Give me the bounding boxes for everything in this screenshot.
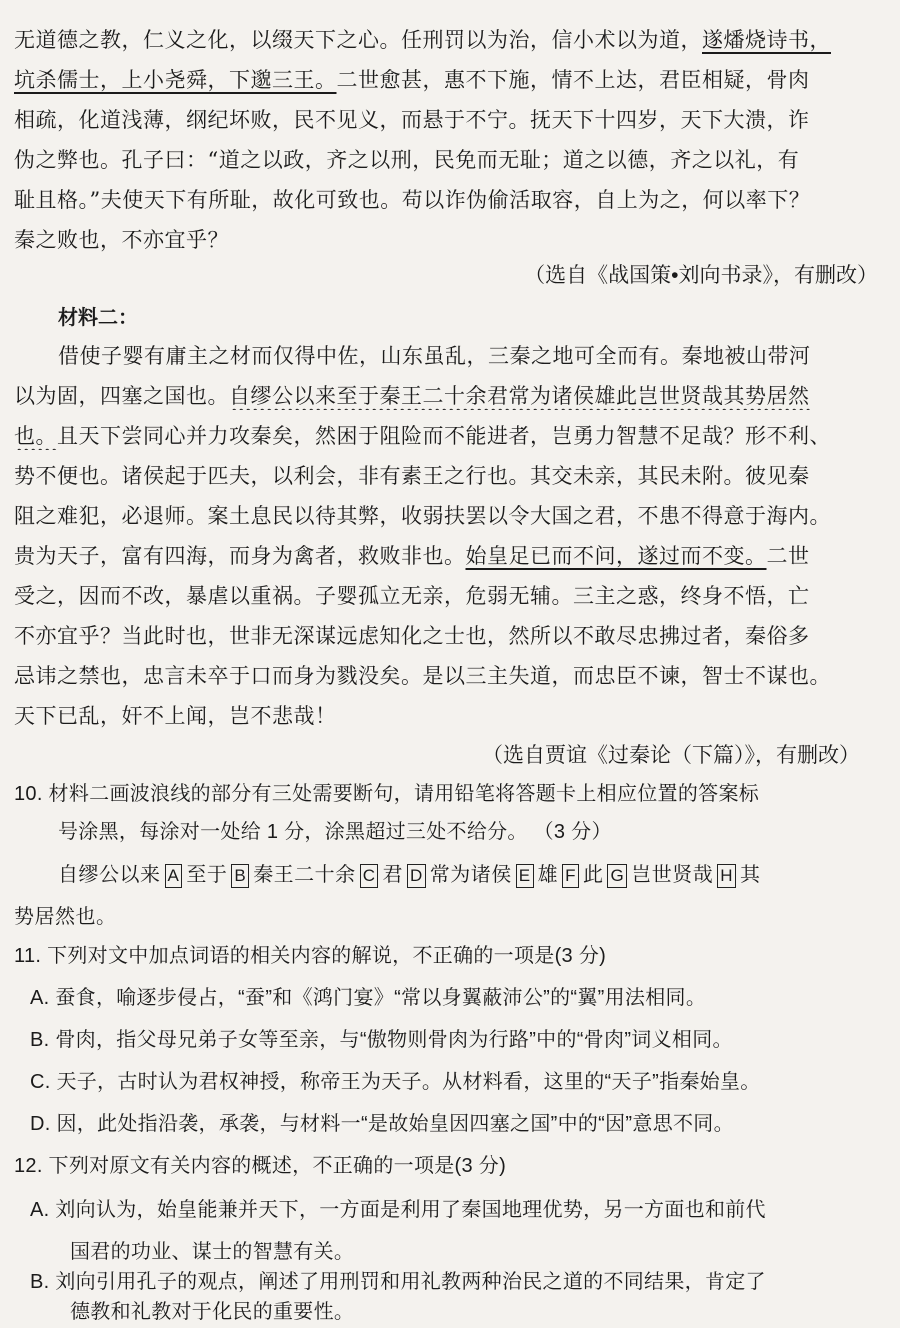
q10-segment: 此 (582, 862, 604, 886)
q10-segment: 岂世贤哉 (631, 862, 714, 886)
material2-line-3: 也。且天下尝同心并力攻秦矣，然困于阻险而不能进者，岂勇力智慧不足哉？形不利、 (14, 424, 831, 448)
q10-option-box-a[interactable]: A (165, 864, 183, 888)
q10-segment: 其 (740, 862, 761, 886)
material1-line-2: 坑杀儒士，上小尧舜，下邈三王。二世愈甚，惠不下施，情不上达，君臣相疑，骨肉 (14, 68, 810, 92)
material2-line-4: 势不便也。诸侯起于匹夫，以利会，非有素王之行也。其交未亲，其民未附。彼见秦 (14, 464, 810, 488)
q11-stem: 11. 下列对文中加点词语的相关内容的解说，不正确的一项是(3 分) (14, 945, 607, 967)
material2-line-7: 受之，因而不改，暴虐以重祸。子婴孤立无亲，危弱无辅。三主之惑，终身不悟，亡 (14, 584, 810, 608)
material2-heading: 材料二： (58, 307, 138, 329)
q10-option-box-d[interactable]: D (407, 864, 426, 888)
q10-option-box-c[interactable]: C (360, 864, 379, 888)
q10-segment: 秦王二十余 (253, 862, 356, 886)
q10-option-box-g[interactable]: G (607, 864, 627, 888)
material1-source: （选自《战国策•刘向书录》，有删改） (524, 264, 878, 287)
q12-option-a-line-1[interactable]: A. 刘向认为，始皇能兼并天下，一方面是利用了秦国地理优势，另一方面也和前代 (30, 1199, 766, 1221)
q12-stem: 12. 下列对原文有关内容的概述，不正确的一项是(3 分) (14, 1155, 507, 1177)
material1-line-1: 无道德之教，仁义之化，以缀天下之心。任刑罚以为治，信小术以为道，遂燔烧诗书， (14, 28, 831, 52)
q10-stem-line-1: 10. 材料二画波浪线的部分有三处需要断句，请用铅笔将答题卡上相应位置的答案标 (14, 783, 760, 805)
q11-option-d[interactable]: D. 因，此处指沿袭，承袭，与材料一“是故始皇因四塞之国”中的“因”意思不同。 (30, 1113, 734, 1135)
q10-segment: 至于 (186, 862, 228, 886)
q11-option-b[interactable]: B. 骨肉，指父母兄弟子女等至亲，与“傲物则骨肉为行路”中的“骨肉”词义相同。 (30, 1029, 733, 1051)
material2-line-6: 贵为天子，富有四海，而身为禽者，救败非也。始皇足已而不问，遂过而不变。二世 (14, 544, 810, 568)
q10-option-box-b[interactable]: B (231, 864, 249, 888)
q10-option-box-h[interactable]: H (717, 864, 736, 888)
material1-line-4: 伪之弊也。孔子曰：“道之以政，齐之以刑，民免而无耻；道之以德，齐之以礼，有 (14, 148, 800, 172)
q10-option-box-f[interactable]: F (562, 864, 579, 888)
q10-segment: 君 (382, 862, 403, 886)
material2-line-5: 阻之难犯，必退师。案土息民以待其弊，收弱扶罢以令大国之君，不患不得意于海内。 (14, 504, 831, 528)
material2-line-2: 以为固，四塞之国也。自缪公以来至于秦王二十余君常为诸侯雄此岂世贤哉其势居然 (14, 384, 810, 408)
material2-line-1: 借使子婴有庸主之材而仅得中佐，山东虽乱，三秦之地可全而有。秦地被山带河 (58, 344, 811, 368)
material1-line-6: 秦之败也，不亦宜乎？ (14, 228, 229, 252)
q10-stem-line-2: 号涂黑，每涂对一处给 1 分，涂黑超过三处不给分。 （3 分） (58, 821, 612, 843)
material1-line-5: 耻且格。”夫使天下有所耻，故化可致也。苟以诈伪偷活取容，自上为之，何以率下？ (14, 188, 811, 212)
material1-line-3: 相疏，化道浅薄，纲纪坏败，民不见义，而悬于不宁。抚天下十四岁，天下大溃，诈 (14, 108, 810, 132)
q12-option-b-line-1[interactable]: B. 刘向引用孔子的观点，阐述了用刑罚和用礼教两种治民之道的不同结果，肯定了 (30, 1271, 766, 1293)
material2-source: （选自贾谊《过秦论（下篇）》，有删改） (482, 744, 860, 767)
q12-option-a-line-2: 国君的功业、谋士的智慧有关。 (70, 1241, 355, 1263)
q10-option-box-e[interactable]: E (516, 864, 534, 888)
q10-segment: 雄 (537, 862, 559, 886)
q10-tail: 势居然也。 (14, 904, 117, 928)
q12-option-b-line-2: 德教和礼教对于化民的重要性。 (70, 1301, 355, 1323)
q10-segment: 常为诸侯 (429, 862, 512, 886)
material2-line-8: 不亦宜乎？当此时也，世非无深谋远虑知化之士也，然所以不敢尽忠拂过者，秦俗多 (14, 624, 810, 648)
material2-line-10: 天下已乱，奸不上闻，岂不悲哉！ (14, 704, 337, 728)
q11-option-c[interactable]: C. 天子，古时认为君权神授，称帝王为天子。从材料看，这里的“天子”指秦始皇。 (30, 1071, 761, 1093)
material2-line-9: 忌讳之禁也，忠言未卒于口而身为戮没矣。是以三主失道，而忠臣不谏，智士不谋也。 (14, 664, 831, 688)
q10-segment: 自缪公以来 (58, 862, 161, 886)
q11-option-a[interactable]: A. 蚕食，喻逐步侵占，“蚕”和《鸿门宴》“常以身翼蔽沛公”的“翼”用法相同。 (30, 987, 707, 1009)
q10-punctuation-row (58, 860, 886, 888)
